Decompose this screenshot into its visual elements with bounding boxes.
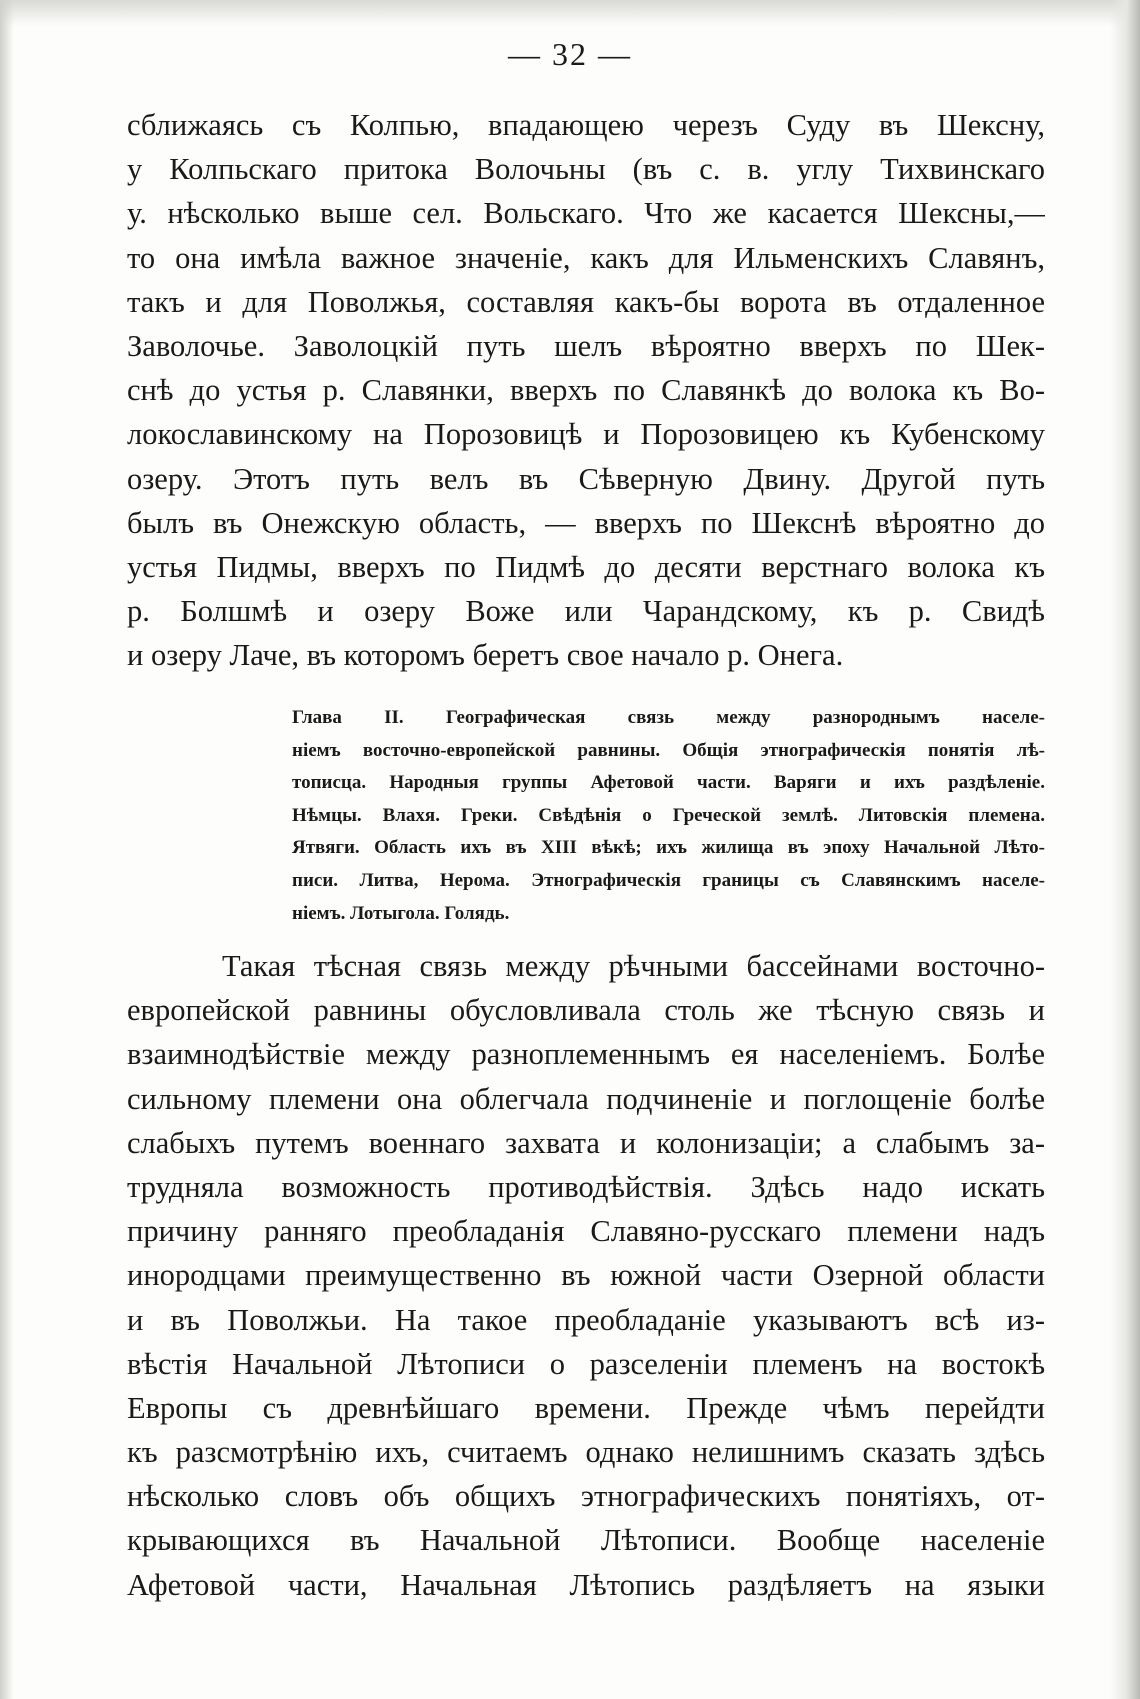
- summary-line: Ятвяги. Область ихъ въ XIII вѣкѣ; ихъ жилища въ эпоху Начальной Лѣто-: [292, 837, 1045, 859]
- scan-shadow-top: [0, 0, 1140, 26]
- text-line: трудняла возможность противодѣйствiя. Здѣсь надо искать: [127, 1169, 1045, 1204]
- text-line: къ разсмотрѣнiю ихъ, считаемъ однако нелишнимъ сказать здѣсь: [127, 1435, 1045, 1470]
- summary-line: Глава II. Географическая связь между разнороднымъ населе-: [292, 707, 1045, 728]
- text-line: причину ранняго преобладанiя Славяно-русскаго племени надъ: [127, 1214, 1045, 1249]
- text-line: устья Пидмы, вверхъ по Пидмѣ до десяти верстнаго волока къ: [127, 549, 1045, 584]
- text-line: р. Болшмѣ и озеру Воже или Чарандскому, къ р. Свидѣ: [127, 594, 1045, 629]
- text-line: и въ Поволжьи. На такое преобладанiе указываютъ всѣ из-: [127, 1302, 1045, 1337]
- text-line: европейской равнины обусловливала столь же тѣсную связь и: [127, 993, 1045, 1028]
- text-line: у Колпьскаго притока Волочьны (въ с. в. углу Тихвинскаго: [127, 152, 1045, 187]
- text-line: вѣстiя Начальной Лѣтописи о разселенiи племенъ на востокѣ: [127, 1346, 1045, 1381]
- text-line: и озеру Лаче, въ которомъ беретъ свое начало р. Онега.: [127, 638, 844, 673]
- paragraph-main: [127, 944, 1045, 1607]
- text-line: озеру. Этотъ путь велъ въ Сѣверную Двину. Другой путь: [127, 461, 1045, 496]
- text-line: локославинскому на Порозовицѣ и Порозовицею къ Кубенскому: [127, 417, 1045, 452]
- text-line: Такая тѣсная связь между рѣчными бассейнами восточно-: [222, 949, 1045, 983]
- text-line: крывающихся въ Начальной Лѣтописи. Вообще населенiе: [127, 1523, 1045, 1558]
- text-line: то она имѣла важное значенiе, какъ для Ильменскихъ Славянъ,: [127, 240, 1045, 275]
- text-line: взаимнодѣйствiе между разноплеменнымъ ея населенiемъ. Болѣе: [127, 1037, 1045, 1072]
- text-line: сближаясь съ Колпью, впадающею черезъ Суду въ Шексну,: [127, 108, 1045, 142]
- text-line: сильному племени она облегчала подчиненiе и поглощенiе болѣе: [127, 1081, 1045, 1116]
- summary-line: нiемъ восточно-европейской равнины. Общiя этнографическiя понятiя лѣ-: [292, 739, 1045, 761]
- text-line: былъ въ Онежскую область, — вверхъ по Шекснѣ вѣроятно до: [127, 505, 1045, 540]
- text-line: у. нѣсколько выше сел. Вольскаго. Что же касается Шексны,—: [127, 196, 1045, 231]
- text-line: Европы съ древнѣйшаго времени. Прежде чѣмъ перейдти: [127, 1390, 1045, 1425]
- text-line: слабыхъ путемъ военнаго захвата и колонизацiи; а слабымъ за-: [127, 1125, 1045, 1160]
- text-line: снѣ до устья р. Славянки, вверхъ по Славянкѣ до волока къ Во-: [127, 373, 1045, 408]
- scan-shadow-right: [1110, 0, 1140, 1699]
- summary-line: Нѣмцы. Влахя. Греки. Свѣдѣнiя о Греческой землѣ. Литовскiя племена.: [292, 804, 1045, 826]
- text-line: Афетовой части, Начальная Лѣтопись раздѣляетъ на языки: [127, 1567, 1045, 1602]
- chapter-summary: [292, 702, 1045, 930]
- paragraph-continuation: [127, 103, 1045, 677]
- text-line: Заволочье. Заволоцкiй путь шелъ вѣроятно вверхъ по Шек-: [127, 328, 1045, 363]
- summary-line: тописца. Народныя группы Афетовой части. Варяги и ихъ раздѣленiе.: [292, 772, 1045, 794]
- text-line: такъ и для Поволжья, составляя какъ-бы ворота въ отдаленное: [127, 284, 1045, 319]
- summary-line: писи. Литва, Нерома. Этнографическiя границы съ Славянскимъ населе-: [292, 869, 1045, 891]
- page-number: — 32 —: [508, 36, 632, 72]
- scan-shadow-left: [0, 0, 14, 1699]
- text-line: нѣсколько словъ объ общихъ этнографическихъ понятiяхъ, от-: [127, 1479, 1045, 1514]
- summary-line: нiемъ. Лотыгола. Голядь.: [292, 902, 510, 924]
- text-line: инородцами преимущественно въ южной части Озерной области: [127, 1258, 1045, 1293]
